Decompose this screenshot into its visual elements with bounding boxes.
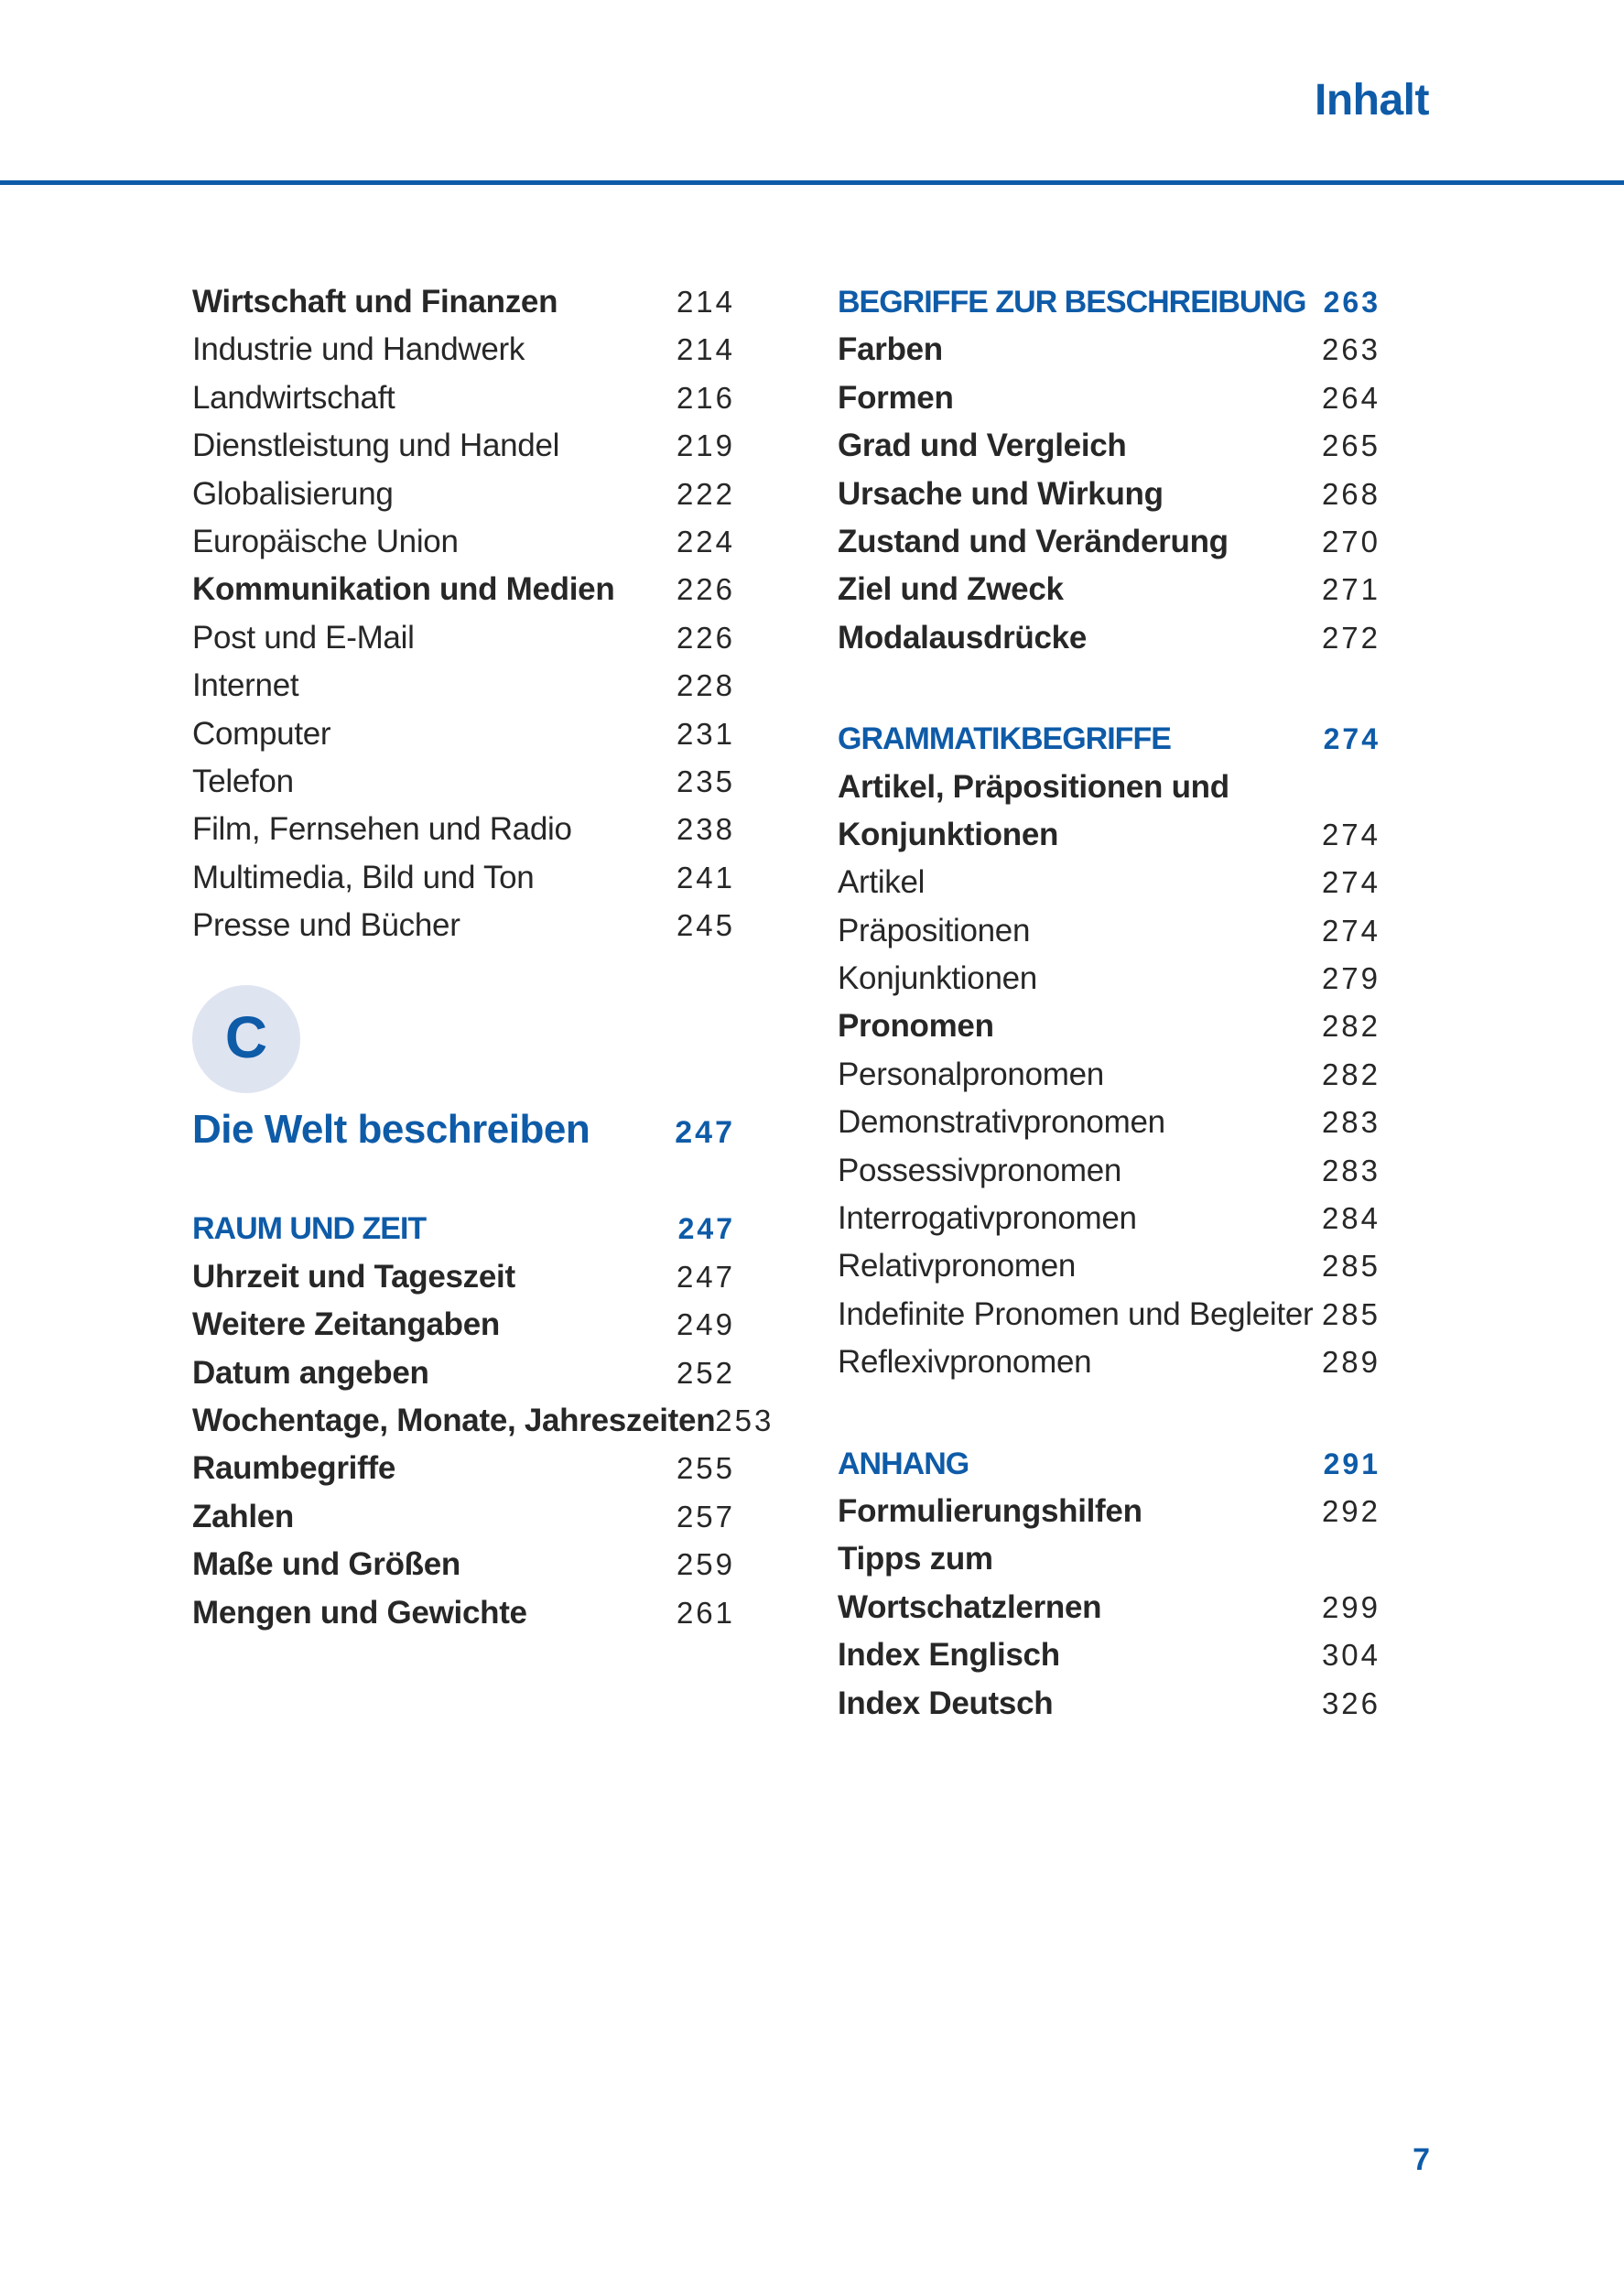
toc-entry-label: Indefinite Pronomen und Begleiter bbox=[838, 1295, 1314, 1332]
toc-entry bbox=[838, 859, 1378, 906]
toc-entry-page: 304 bbox=[1321, 1638, 1380, 1673]
toc-entry-label: Datum angeben bbox=[192, 1354, 429, 1391]
toc-entry bbox=[838, 764, 1378, 811]
toc-entry-page: 270 bbox=[1321, 524, 1380, 558]
toc-entry-label: Internet bbox=[192, 667, 299, 704]
toc-entry bbox=[192, 326, 735, 374]
toc-list bbox=[838, 1440, 1378, 1728]
toc-entry bbox=[838, 1195, 1378, 1242]
toc-entry-label: Raumbegriffe bbox=[192, 1450, 395, 1487]
page-title: Inhalt bbox=[1315, 76, 1429, 125]
toc-entry bbox=[838, 1147, 1378, 1195]
toc-entry bbox=[192, 1493, 735, 1541]
toc-entry bbox=[192, 422, 735, 470]
toc-entry-label: Globalisierung bbox=[192, 475, 394, 512]
toc-entry-label: Industrie und Handwerk bbox=[192, 331, 525, 368]
header-divider bbox=[0, 180, 1624, 185]
toc-entry-page: 226 bbox=[676, 620, 735, 655]
toc-entry-page: 264 bbox=[1321, 380, 1380, 415]
toc-entry-label: Possessivpronomen bbox=[838, 1152, 1122, 1188]
toc-entry bbox=[838, 907, 1378, 955]
toc-entry bbox=[192, 1253, 735, 1301]
chapter-title-label: Die Welt beschreiben bbox=[192, 1107, 590, 1153]
toc-entry-label: Relativpronomen bbox=[838, 1248, 1077, 1284]
toc-entry-label: Landwirtschaft bbox=[192, 379, 395, 416]
toc-entry-page: 283 bbox=[1321, 1153, 1380, 1187]
toc-entry-page: 285 bbox=[1321, 1249, 1380, 1284]
toc-entry-page: 292 bbox=[1321, 1493, 1380, 1528]
toc-entry-page: 252 bbox=[676, 1355, 735, 1390]
toc-entry-page: 272 bbox=[1321, 620, 1380, 655]
toc-list bbox=[838, 278, 1378, 662]
toc-entry-page: 235 bbox=[676, 764, 735, 798]
toc-entry-label: Index Englisch bbox=[838, 1637, 1060, 1674]
toc-entry bbox=[192, 1301, 735, 1349]
toc-entry-label: Ursache und Wirkung bbox=[838, 475, 1164, 512]
toc-entry-label: Film, Fernsehen und Radio bbox=[192, 811, 572, 848]
toc-entry-page: 271 bbox=[1321, 572, 1380, 607]
toc-entry bbox=[192, 471, 735, 518]
toc-entry-label: Modalausdrücke bbox=[838, 619, 1087, 656]
toc-right-column bbox=[838, 278, 1378, 1728]
toc-entry-label: Ziel und Zweck bbox=[838, 571, 1064, 608]
toc-entry-page: 228 bbox=[676, 668, 735, 703]
toc-entry-page: 284 bbox=[1321, 1201, 1380, 1236]
toc-entry bbox=[192, 614, 735, 662]
toc-entry-page: 257 bbox=[676, 1499, 735, 1534]
toc-entry-page: 253 bbox=[715, 1404, 774, 1438]
toc-entry-page: 265 bbox=[1321, 428, 1380, 463]
toc-section-heading bbox=[838, 1440, 1378, 1488]
toc-entry-label: Wochentage, Monate, Jahreszeiten bbox=[192, 1403, 716, 1439]
toc-entry-label: Formen bbox=[838, 379, 954, 416]
toc-entry bbox=[192, 710, 735, 758]
toc-entry bbox=[838, 471, 1378, 518]
toc-entry bbox=[192, 1349, 735, 1397]
toc-entry-page: 274 bbox=[1323, 722, 1380, 756]
toc-entry bbox=[838, 955, 1378, 1003]
toc-entry-page: 282 bbox=[1321, 1009, 1380, 1044]
chapter-title-page: 247 bbox=[675, 1115, 735, 1151]
toc-entry-label: Weitere Zeitangaben bbox=[192, 1306, 500, 1343]
toc-entry-page: 263 bbox=[1323, 286, 1380, 319]
chapter-badge-circle bbox=[192, 985, 300, 1093]
toc-entry-page: 291 bbox=[1323, 1447, 1380, 1480]
toc-entry-label: Zahlen bbox=[192, 1498, 294, 1534]
toc-entry-label: Demonstrativpronomen bbox=[838, 1104, 1165, 1141]
toc-entry-label: Telefon bbox=[192, 763, 294, 799]
toc-entry-label: Post und E-Mail bbox=[192, 619, 415, 656]
toc-entry-page: 247 bbox=[677, 1212, 735, 1246]
toc-entry-label: Europäische Union bbox=[192, 523, 459, 559]
toc-entry bbox=[838, 614, 1378, 662]
toc-entry-label: Index Deutsch bbox=[838, 1685, 1054, 1721]
toc-entry-page: 247 bbox=[676, 1259, 735, 1294]
toc-entry-page: 231 bbox=[676, 716, 735, 751]
toc-entry-label: Präpositionen bbox=[838, 912, 1031, 948]
toc-entry-page: 214 bbox=[676, 285, 735, 319]
toc-entry-page: 274 bbox=[1321, 817, 1380, 851]
toc-entry-page: 249 bbox=[676, 1307, 735, 1342]
toc-entry-label: BEGRIFFE ZUR BESCHREIBUNG bbox=[838, 285, 1306, 320]
toc-entry bbox=[192, 758, 735, 806]
toc-list bbox=[838, 715, 1378, 1386]
toc-entry-label: Tipps zum bbox=[838, 1541, 993, 1577]
toc-entry bbox=[838, 1339, 1378, 1386]
toc-entry bbox=[838, 1680, 1378, 1728]
toc-entry-label: Konjunktionen bbox=[838, 816, 1059, 852]
toc-entry-page: 299 bbox=[1321, 1589, 1380, 1624]
toc-entry bbox=[838, 374, 1378, 422]
toc-entry-page: 274 bbox=[1321, 865, 1380, 900]
toc-entry bbox=[838, 1003, 1378, 1050]
toc-entry-label: Farben bbox=[838, 331, 943, 368]
toc-entry bbox=[838, 1584, 1378, 1631]
toc-entry bbox=[192, 902, 735, 949]
toc-entry bbox=[838, 811, 1378, 859]
toc-entry bbox=[192, 1397, 774, 1445]
toc-entry-label: Uhrzeit und Tageszeit bbox=[192, 1258, 515, 1295]
toc-entry bbox=[838, 566, 1378, 613]
toc-entry-label: Multimedia, Bild und Ton bbox=[192, 859, 535, 895]
toc-entry bbox=[838, 422, 1378, 470]
toc-entry bbox=[838, 1488, 1378, 1535]
toc-entry-label: Artikel bbox=[838, 864, 926, 901]
toc-entry bbox=[838, 518, 1378, 566]
toc-entry-page: 214 bbox=[676, 332, 735, 367]
toc-entry-label: Reflexivpronomen bbox=[838, 1344, 1092, 1381]
toc-entry-page: 263 bbox=[1321, 332, 1380, 367]
toc-entry-page: 222 bbox=[676, 476, 735, 511]
toc-list bbox=[192, 1205, 774, 1637]
toc-entry-label: Computer bbox=[192, 715, 331, 752]
toc-entry-label: Konjunktionen bbox=[838, 960, 1037, 997]
toc-left-column bbox=[192, 278, 774, 1637]
page-number: 7 bbox=[1413, 2142, 1430, 2177]
toc-entry bbox=[192, 854, 735, 902]
toc-entry-page: 289 bbox=[1321, 1345, 1380, 1380]
toc-section-heading bbox=[192, 1205, 735, 1252]
toc-entry-page: 261 bbox=[676, 1595, 735, 1630]
toc-entry-page: 224 bbox=[676, 524, 735, 558]
toc-section-heading bbox=[838, 715, 1378, 763]
toc-entry-page: 226 bbox=[676, 572, 735, 607]
toc-entry-label: Formulierungshilfen bbox=[838, 1492, 1142, 1529]
toc-entry-page: 216 bbox=[676, 380, 735, 415]
toc-entry bbox=[192, 1445, 735, 1492]
toc-entry-page: 282 bbox=[1321, 1057, 1380, 1091]
toc-entry bbox=[192, 374, 735, 422]
toc-entry bbox=[192, 1589, 735, 1637]
toc-entry-label: Kommunikation und Medien bbox=[192, 571, 615, 608]
toc-entry-page: 283 bbox=[1321, 1105, 1380, 1140]
toc-entry-page: 268 bbox=[1321, 476, 1380, 511]
toc-entry bbox=[192, 278, 735, 326]
toc-entry-page: 279 bbox=[1321, 961, 1380, 996]
toc-entry-label: Wortschatzlernen bbox=[838, 1588, 1102, 1625]
toc-entry-label: ANHANG bbox=[838, 1446, 969, 1481]
toc-entry-page: 285 bbox=[1321, 1296, 1380, 1331]
toc-entry-page: 241 bbox=[676, 860, 735, 894]
toc-entry-label: Interrogativpronomen bbox=[838, 1200, 1137, 1237]
toc-entry bbox=[192, 1541, 735, 1588]
chapter-letter: C bbox=[224, 1004, 268, 1071]
toc-entry-page: 219 bbox=[676, 428, 735, 463]
toc-entry bbox=[838, 1291, 1378, 1339]
toc-list bbox=[192, 278, 735, 949]
toc-entry-label: Zustand und Veränderung bbox=[838, 523, 1229, 559]
toc-entry bbox=[192, 806, 735, 853]
toc-entry bbox=[838, 1535, 1378, 1583]
toc-entry bbox=[192, 518, 735, 566]
toc-entry-label: Pronomen bbox=[838, 1008, 994, 1045]
toc-entry bbox=[838, 1099, 1378, 1146]
toc-entry bbox=[192, 662, 735, 710]
toc-entry-label: Maße und Größen bbox=[192, 1546, 461, 1583]
toc-entry-label: Personalpronomen bbox=[838, 1056, 1104, 1092]
toc-entry-label: Dienstleistung und Handel bbox=[192, 428, 560, 464]
toc-entry-label: Artikel, Präpositionen und bbox=[838, 768, 1229, 805]
toc-entry-label: GRAMMATIKBEGRIFFE bbox=[838, 721, 1171, 757]
toc-entry-page: 238 bbox=[676, 812, 735, 847]
toc-entry-page: 259 bbox=[676, 1547, 735, 1582]
toc-entry-label: Presse und Bücher bbox=[192, 907, 460, 944]
toc-entry bbox=[838, 1242, 1378, 1290]
chapter-title-row bbox=[192, 1100, 735, 1159]
toc-entry-page: 326 bbox=[1321, 1685, 1380, 1720]
toc-entry-page: 245 bbox=[676, 908, 735, 943]
toc-entry-page: 255 bbox=[676, 1451, 735, 1486]
toc-entry bbox=[838, 326, 1378, 374]
toc-entry-label: Grad und Vergleich bbox=[838, 428, 1127, 464]
toc-entry-label: Wirtschaft und Finanzen bbox=[192, 284, 558, 320]
toc-entry-label: Mengen und Gewichte bbox=[192, 1594, 527, 1631]
toc-entry-label: RAUM UND ZEIT bbox=[192, 1211, 427, 1247]
toc-entry bbox=[838, 1051, 1378, 1099]
toc-section-heading bbox=[838, 278, 1378, 326]
toc-entry bbox=[838, 1631, 1378, 1679]
toc-entry-page: 274 bbox=[1321, 913, 1380, 948]
toc-entry bbox=[192, 566, 735, 613]
